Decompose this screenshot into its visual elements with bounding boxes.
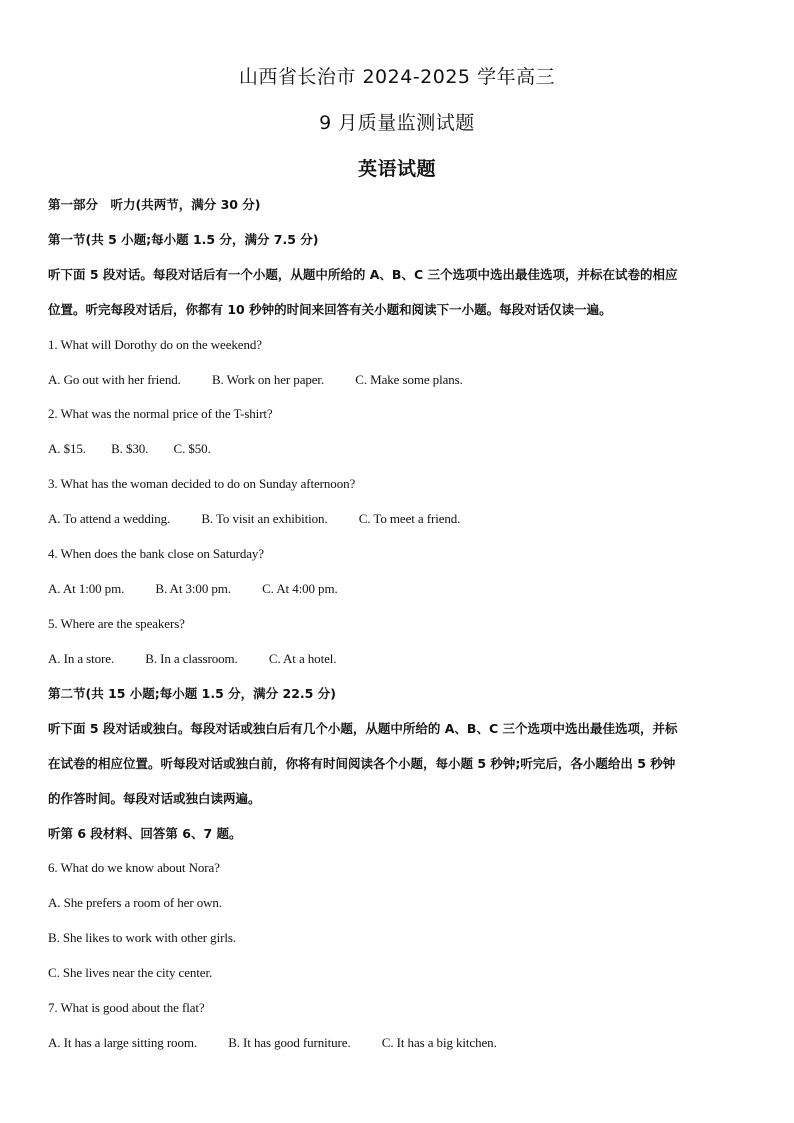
option-c: C. At a hotel. (268, 651, 337, 666)
option-a: A. At 1:00 pm. (48, 581, 125, 596)
option-c: C. $50. (173, 441, 211, 456)
question-4-options (48, 580, 748, 598)
option-a: A. It has a large sitting room. (48, 1035, 198, 1050)
option-c: C. It has a big kitchen. (381, 1035, 497, 1050)
question-2: 2. What was the normal price of the T-shirt? (48, 406, 273, 421)
question-7-options (48, 1034, 748, 1052)
question-5: 5. Where are the speakers? (48, 616, 185, 631)
section1-instruction-2: 位置。听完每段对话后，你都有 10 秒钟的时间来回答有关小题和阅读下一小题。每段对话仅读一遍。 (48, 302, 612, 317)
option-b: B. $30. (111, 441, 149, 456)
question-2-options (48, 440, 748, 458)
question-6: 6. What do we know about Nora? (48, 860, 220, 875)
title-line-1: 山西省长治市 2024-2025 学年高三 (238, 66, 556, 88)
question-7: 7. What is good about the flat? (48, 1000, 205, 1015)
section2-instruction-3: 的作答时间。每段对话或独白读两遍。 (48, 791, 261, 806)
option-b: B. Work on her paper. (211, 372, 325, 387)
option-c: C. Make some plans. (355, 372, 463, 387)
option-c: C. To meet a friend. (358, 511, 461, 526)
option-b: B. In a classroom. (145, 651, 238, 666)
question-1-options (48, 371, 748, 389)
option-b: B. To visit an exhibition. (201, 511, 328, 526)
section2-heading: 第二节(共 15 小题;每小题 1.5 分，满分 22.5 分) (48, 686, 336, 701)
question-6-option-c: C. She lives near the city center. (48, 965, 213, 980)
option-a: A. $15. (48, 441, 86, 456)
question-6-option-a: A. She prefers a room of her own. (48, 895, 222, 910)
option-c: C. At 4:00 pm. (262, 581, 338, 596)
question-4: 4. When does the bank close on Saturday? (48, 546, 264, 561)
question-3-options (48, 510, 748, 528)
question-1: 1. What will Dorothy do on the weekend? (48, 337, 262, 352)
question-5-options (48, 650, 748, 668)
title-line-2: 9 月质量监测试题 (319, 112, 475, 134)
section2-instruction-1: 听下面 5 段对话或独白。每段对话或独白后有几个小题，从题中所给的 A、B、C 三个选项中选出最佳选项，并标 (48, 721, 678, 736)
option-a: A. To attend a wedding. (48, 511, 171, 526)
option-a: A. Go out with her friend. (48, 372, 181, 387)
question-6-option-b: B. She likes to work with other girls. (48, 930, 236, 945)
option-a: A. In a store. (48, 651, 115, 666)
section2-instruction-2: 在试卷的相应位置。听每段对话或独白前，你将有时间阅读各个小题，每小题 5 秒钟;听完后，各小题给出 5 秒钟 (48, 756, 676, 771)
material-6-heading: 听第 6 段材料、回答第 6、7 题。 (48, 826, 242, 841)
section1-heading: 第一节(共 5 小题;每小题 1.5 分，满分 7.5 分) (48, 232, 319, 247)
option-b: B. It has good furniture. (228, 1035, 351, 1050)
part1-heading: 第一部分 听力(共两节，满分 30 分) (48, 197, 261, 212)
section1-instruction-1: 听下面 5 段对话。每段对话后有一个小题，从题中所给的 A、B、C 三个选项中选出最佳选项，并标在试卷的相应 (48, 267, 678, 282)
option-b: B. At 3:00 pm. (155, 581, 231, 596)
title-line-3: 英语试题 (357, 158, 436, 180)
question-3: 3. What has the woman decided to do on Sunday afternoon? (48, 476, 356, 491)
